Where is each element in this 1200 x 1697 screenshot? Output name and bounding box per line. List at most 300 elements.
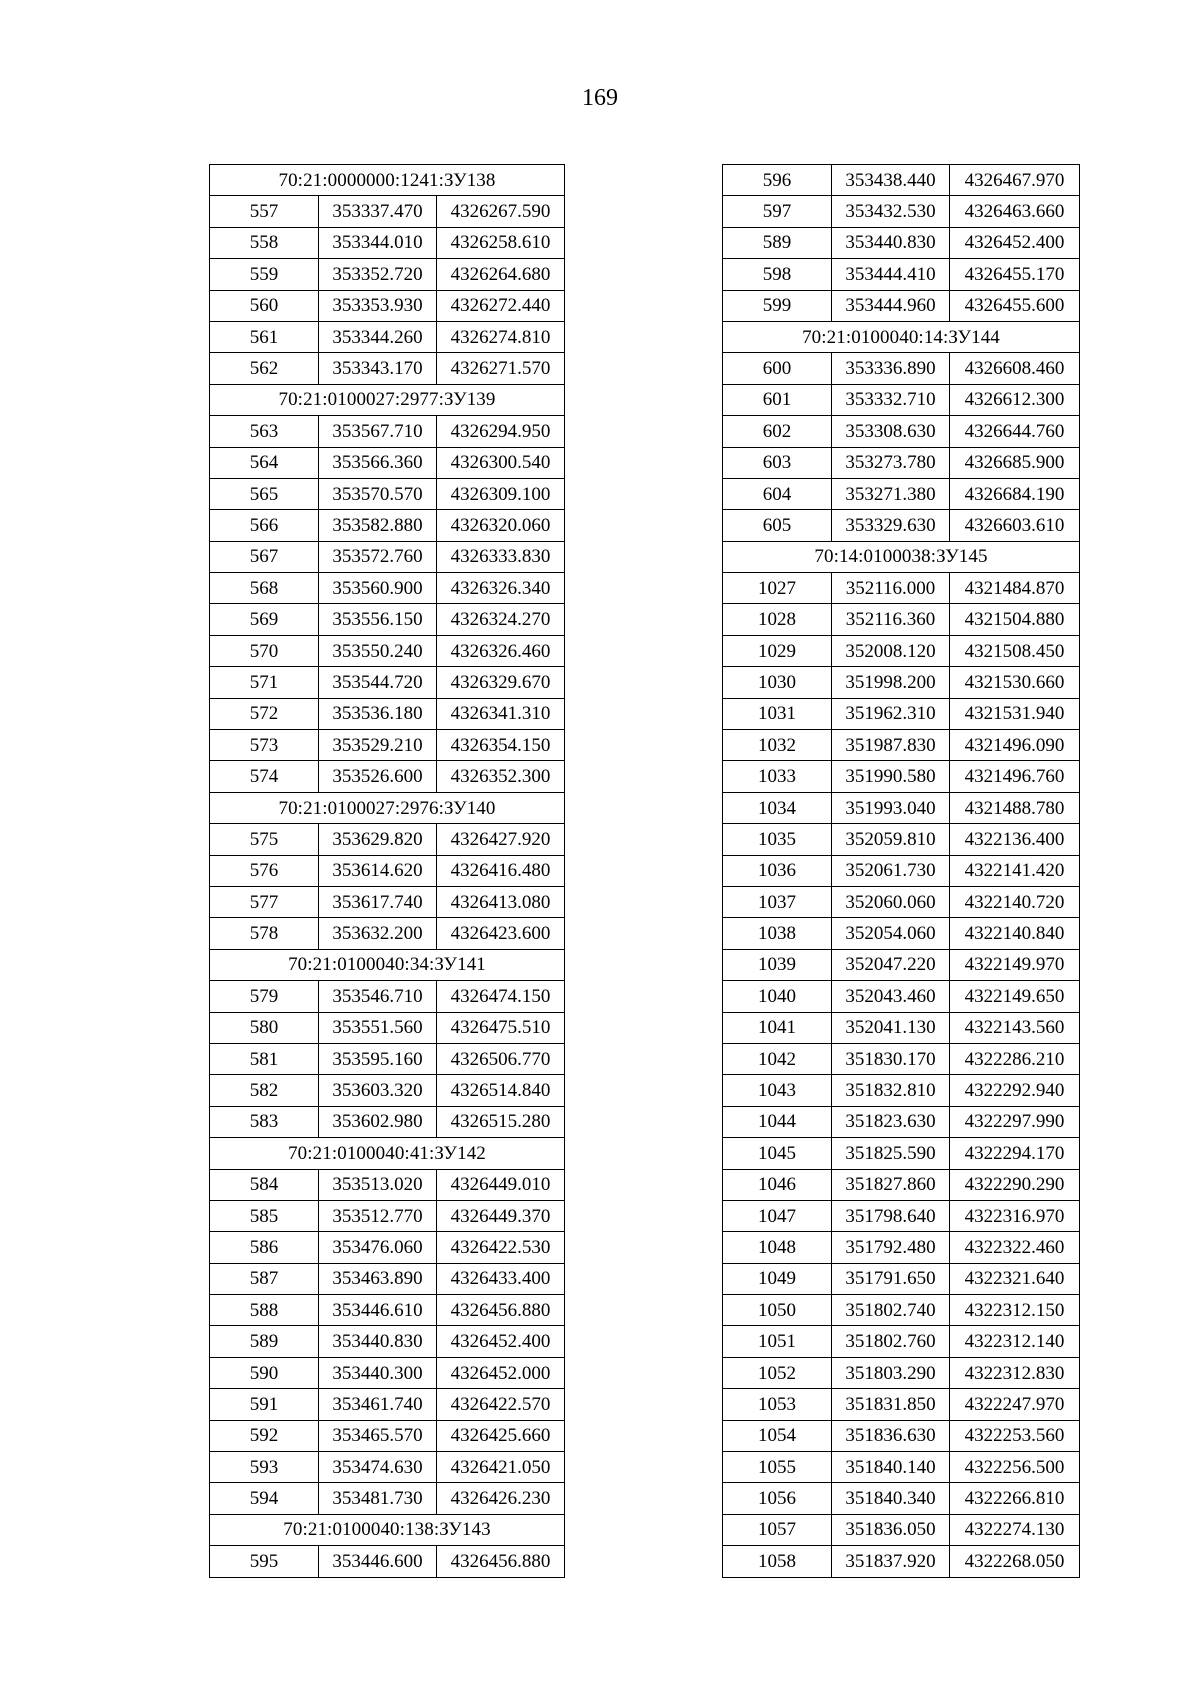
y-coordinate-cell: 4326274.810 [437,321,565,352]
x-coordinate-cell: 353546.710 [319,981,437,1012]
y-coordinate-cell: 4322268.050 [950,1546,1080,1577]
x-coordinate-cell: 353614.620 [319,855,437,886]
x-coordinate-cell: 353529.210 [319,730,437,761]
point-number-cell: 1055 [723,1452,832,1483]
point-number-cell: 604 [723,478,832,509]
point-number-cell: 605 [723,510,832,541]
x-coordinate-cell: 353551.560 [319,1012,437,1043]
table-row [210,918,565,949]
table-body [210,165,565,1578]
table-row [723,1295,1080,1326]
y-coordinate-cell: 4326426.230 [437,1483,565,1514]
point-number-cell: 1039 [723,949,832,980]
y-coordinate-cell: 4322312.140 [950,1326,1080,1357]
y-coordinate-cell: 4321508.450 [950,635,1080,666]
table-row [723,573,1080,604]
table-row [723,667,1080,698]
point-number-cell: 566 [210,510,319,541]
y-coordinate-cell: 4326463.660 [950,196,1080,227]
table-row [723,290,1080,321]
y-coordinate-cell: 4321488.780 [950,792,1080,823]
coordinates-table-right [722,164,1080,1578]
y-coordinate-cell: 4322149.970 [950,949,1080,980]
y-coordinate-cell: 4322274.130 [950,1514,1080,1545]
y-coordinate-cell: 4322316.970 [950,1200,1080,1231]
point-number-cell: 589 [723,227,832,258]
point-number-cell: 557 [210,196,319,227]
x-coordinate-cell: 353444.410 [832,259,950,290]
point-number-cell: 584 [210,1169,319,1200]
table-row [210,824,565,855]
x-coordinate-cell: 353560.900 [319,573,437,604]
point-number-cell: 1046 [723,1169,832,1200]
y-coordinate-cell: 4326333.830 [437,541,565,572]
table-row [723,384,1080,415]
y-coordinate-cell: 4321531.940 [950,698,1080,729]
x-coordinate-cell: 353273.780 [832,447,950,478]
point-number-cell: 1029 [723,635,832,666]
table-row [210,416,565,447]
parcel-header-row [210,1514,565,1545]
x-coordinate-cell: 353352.720 [319,259,437,290]
x-coordinate-cell: 353582.880 [319,510,437,541]
point-number-cell: 600 [723,353,832,384]
y-coordinate-cell: 4322266.810 [950,1483,1080,1514]
table-row [210,1357,565,1388]
table-row [723,1106,1080,1137]
table-row [723,1483,1080,1514]
point-number-cell: 568 [210,573,319,604]
y-coordinate-cell: 4326258.610 [437,227,565,258]
point-number-cell: 1047 [723,1200,832,1231]
point-number-cell: 597 [723,196,832,227]
y-coordinate-cell: 4326264.680 [437,259,565,290]
table-row [723,981,1080,1012]
x-coordinate-cell: 353567.710 [319,416,437,447]
table-row [723,447,1080,478]
y-coordinate-cell: 4322140.720 [950,886,1080,917]
table-row [723,604,1080,635]
y-coordinate-cell: 4326423.600 [437,918,565,949]
y-coordinate-cell: 4326425.660 [437,1420,565,1451]
y-coordinate-cell: 4321496.090 [950,730,1080,761]
y-coordinate-cell: 4322290.290 [950,1169,1080,1200]
table-row [210,510,565,541]
point-number-cell: 593 [210,1452,319,1483]
table-row [723,1452,1080,1483]
y-coordinate-cell: 4326300.540 [437,447,565,478]
x-coordinate-cell: 351962.310 [832,698,950,729]
point-number-cell: 587 [210,1263,319,1294]
y-coordinate-cell: 4326354.150 [437,730,565,761]
table-row [210,761,565,792]
y-coordinate-cell: 4322143.560 [950,1012,1080,1043]
x-coordinate-cell: 353526.600 [319,761,437,792]
y-coordinate-cell: 4326320.060 [437,510,565,541]
x-coordinate-cell: 352043.460 [832,981,950,1012]
x-coordinate-cell: 353536.180 [319,698,437,729]
y-coordinate-cell: 4326449.370 [437,1200,565,1231]
table-body [723,165,1080,1578]
table-row [723,1012,1080,1043]
table-row [723,165,1080,196]
table-row [723,416,1080,447]
y-coordinate-cell: 4322322.460 [950,1232,1080,1263]
x-coordinate-cell: 351830.170 [832,1043,950,1074]
point-number-cell: 1027 [723,573,832,604]
x-coordinate-cell: 351987.830 [832,730,950,761]
x-coordinate-cell: 353544.720 [319,667,437,698]
table-row [723,824,1080,855]
parcel-cadastral-number: 70:21:0100040:138:ЗУ143 [210,1514,565,1545]
x-coordinate-cell: 353446.610 [319,1295,437,1326]
table-row [210,604,565,635]
table-row [723,792,1080,823]
point-number-cell: 574 [210,761,319,792]
table-row [723,353,1080,384]
y-coordinate-cell: 4322149.650 [950,981,1080,1012]
point-number-cell: 1030 [723,667,832,698]
x-coordinate-cell: 352061.730 [832,855,950,886]
point-number-cell: 603 [723,447,832,478]
x-coordinate-cell: 353570.570 [319,478,437,509]
point-number-cell: 577 [210,886,319,917]
point-number-cell: 578 [210,918,319,949]
x-coordinate-cell: 351798.640 [832,1200,950,1231]
x-coordinate-cell: 351827.860 [832,1169,950,1200]
x-coordinate-cell: 351836.630 [832,1420,950,1451]
table-row [723,1138,1080,1169]
point-number-cell: 565 [210,478,319,509]
table-row [210,1326,565,1357]
y-coordinate-cell: 4326474.150 [437,981,565,1012]
x-coordinate-cell: 353461.740 [319,1389,437,1420]
table-row [723,886,1080,917]
point-number-cell: 1035 [723,824,832,855]
x-coordinate-cell: 351802.740 [832,1295,950,1326]
y-coordinate-cell: 4322256.500 [950,1452,1080,1483]
point-number-cell: 564 [210,447,319,478]
point-number-cell: 1044 [723,1106,832,1137]
point-number-cell: 560 [210,290,319,321]
parcel-header-row [210,792,565,823]
x-coordinate-cell: 352059.810 [832,824,950,855]
x-coordinate-cell: 353617.740 [319,886,437,917]
parcel-header-row [723,541,1080,572]
point-number-cell: 1040 [723,981,832,1012]
table-row [210,290,565,321]
y-coordinate-cell: 4326309.100 [437,478,565,509]
y-coordinate-cell: 4326452.000 [437,1357,565,1388]
x-coordinate-cell: 351998.200 [832,667,950,698]
table-row [723,1043,1080,1074]
point-number-cell: 599 [723,290,832,321]
x-coordinate-cell: 353602.980 [319,1106,437,1137]
x-coordinate-cell: 353440.300 [319,1357,437,1388]
table-row [210,667,565,698]
x-coordinate-cell: 353465.570 [319,1420,437,1451]
x-coordinate-cell: 351990.580 [832,761,950,792]
point-number-cell: 567 [210,541,319,572]
point-number-cell: 1031 [723,698,832,729]
x-coordinate-cell: 351832.810 [832,1075,950,1106]
y-coordinate-cell: 4326455.170 [950,259,1080,290]
table-row [210,259,565,290]
point-number-cell: 588 [210,1295,319,1326]
table-row [723,227,1080,258]
point-number-cell: 592 [210,1420,319,1451]
y-coordinate-cell: 4326455.600 [950,290,1080,321]
point-number-cell: 582 [210,1075,319,1106]
y-coordinate-cell: 4326452.400 [950,227,1080,258]
table-row [210,855,565,886]
table-row [210,353,565,384]
y-coordinate-cell: 4322321.640 [950,1263,1080,1294]
point-number-cell: 585 [210,1200,319,1231]
x-coordinate-cell: 353550.240 [319,635,437,666]
page-number: 169 [582,85,618,111]
table-row [210,1263,565,1294]
y-coordinate-cell: 4326352.300 [437,761,565,792]
x-coordinate-cell: 351792.480 [832,1232,950,1263]
x-coordinate-cell: 353332.710 [832,384,950,415]
y-coordinate-cell: 4326449.010 [437,1169,565,1200]
point-number-cell: 596 [723,165,832,196]
parcel-header-row [210,165,565,196]
y-coordinate-cell: 4326326.460 [437,635,565,666]
y-coordinate-cell: 4321484.870 [950,573,1080,604]
table-row [723,1263,1080,1294]
point-number-cell: 579 [210,981,319,1012]
y-coordinate-cell: 4326685.900 [950,447,1080,478]
x-coordinate-cell: 353556.150 [319,604,437,635]
y-coordinate-cell: 4321504.880 [950,604,1080,635]
x-coordinate-cell: 353595.160 [319,1043,437,1074]
x-coordinate-cell: 351840.340 [832,1483,950,1514]
y-coordinate-cell: 4326267.590 [437,196,565,227]
x-coordinate-cell: 351837.920 [832,1546,950,1577]
coordinates-table-left [209,164,565,1578]
table-row [210,478,565,509]
point-number-cell: 1057 [723,1514,832,1545]
y-coordinate-cell: 4326416.480 [437,855,565,886]
x-coordinate-cell: 352047.220 [832,949,950,980]
point-number-cell: 562 [210,353,319,384]
y-coordinate-cell: 4322247.970 [950,1389,1080,1420]
table-row [210,1200,565,1231]
x-coordinate-cell: 353572.760 [319,541,437,572]
table-row [210,1420,565,1451]
x-coordinate-cell: 353336.890 [832,353,950,384]
table-row [210,1075,565,1106]
table-row [210,1232,565,1263]
point-number-cell: 569 [210,604,319,635]
table-row [723,196,1080,227]
point-number-cell: 591 [210,1389,319,1420]
point-number-cell: 586 [210,1232,319,1263]
x-coordinate-cell: 353603.320 [319,1075,437,1106]
table-row [723,635,1080,666]
table-row [723,1200,1080,1231]
parcel-cadastral-number: 70:21:0100027:2976:ЗУ140 [210,792,565,823]
x-coordinate-cell: 353308.630 [832,416,950,447]
parcel-cadastral-number: 70:14:0100038:ЗУ145 [723,541,1080,572]
x-coordinate-cell: 353440.830 [319,1326,437,1357]
x-coordinate-cell: 352116.360 [832,604,950,635]
x-coordinate-cell: 353476.060 [319,1232,437,1263]
point-number-cell: 572 [210,698,319,729]
table-row [723,698,1080,729]
y-coordinate-cell: 4322141.420 [950,855,1080,886]
table-row [723,510,1080,541]
point-number-cell: 1034 [723,792,832,823]
table-row [210,447,565,478]
point-number-cell: 595 [210,1546,319,1577]
parcel-header-row [210,1138,565,1169]
point-number-cell: 1052 [723,1357,832,1388]
x-coordinate-cell: 353463.890 [319,1263,437,1294]
y-coordinate-cell: 4326452.400 [437,1326,565,1357]
parcel-cadastral-number: 70:21:0100040:41:ЗУ142 [210,1138,565,1169]
parcel-cadastral-number: 70:21:0100027:2977:ЗУ139 [210,384,565,415]
y-coordinate-cell: 4326515.280 [437,1106,565,1137]
point-number-cell: 1058 [723,1546,832,1577]
x-coordinate-cell: 353432.530 [832,196,950,227]
x-coordinate-cell: 353353.930 [319,290,437,321]
x-coordinate-cell: 351803.290 [832,1357,950,1388]
table-row [210,227,565,258]
table-row [723,761,1080,792]
parcel-cadastral-number: 70:21:0100040:14:ЗУ144 [723,321,1080,352]
table-row [723,1326,1080,1357]
x-coordinate-cell: 353632.200 [319,918,437,949]
table-row [210,1169,565,1200]
y-coordinate-cell: 4326341.310 [437,698,565,729]
table-row [210,730,565,761]
point-number-cell: 583 [210,1106,319,1137]
point-number-cell: 1041 [723,1012,832,1043]
point-number-cell: 1048 [723,1232,832,1263]
point-number-cell: 1043 [723,1075,832,1106]
point-number-cell: 561 [210,321,319,352]
point-number-cell: 1045 [723,1138,832,1169]
table-row [723,1075,1080,1106]
table-row [723,259,1080,290]
point-number-cell: 575 [210,824,319,855]
point-number-cell: 1053 [723,1389,832,1420]
y-coordinate-cell: 4326475.510 [437,1012,565,1043]
y-coordinate-cell: 4326644.760 [950,416,1080,447]
table-row [723,918,1080,949]
y-coordinate-cell: 4326608.460 [950,353,1080,384]
point-number-cell: 1049 [723,1263,832,1294]
point-number-cell: 559 [210,259,319,290]
x-coordinate-cell: 351823.630 [832,1106,950,1137]
x-coordinate-cell: 353566.360 [319,447,437,478]
parcel-cadastral-number: 70:21:0000000:1241:ЗУ138 [210,165,565,196]
point-number-cell: 1054 [723,1420,832,1451]
table-row [723,478,1080,509]
x-coordinate-cell: 353512.770 [319,1200,437,1231]
point-number-cell: 1037 [723,886,832,917]
y-coordinate-cell: 4326324.270 [437,604,565,635]
y-coordinate-cell: 4326467.970 [950,165,1080,196]
table-row [723,949,1080,980]
x-coordinate-cell: 353344.260 [319,321,437,352]
table-row [723,1169,1080,1200]
x-coordinate-cell: 351993.040 [832,792,950,823]
y-coordinate-cell: 4322297.990 [950,1106,1080,1137]
table-row [210,1483,565,1514]
parcel-header-row [723,321,1080,352]
y-coordinate-cell: 4326271.570 [437,353,565,384]
point-number-cell: 1051 [723,1326,832,1357]
y-coordinate-cell: 4322140.840 [950,918,1080,949]
table-row [723,730,1080,761]
x-coordinate-cell: 353444.960 [832,290,950,321]
x-coordinate-cell: 353337.470 [319,196,437,227]
y-coordinate-cell: 4322294.170 [950,1138,1080,1169]
y-coordinate-cell: 4326329.670 [437,667,565,698]
y-coordinate-cell: 4326456.880 [437,1546,565,1577]
table-row [723,855,1080,886]
point-number-cell: 558 [210,227,319,258]
y-coordinate-cell: 4326612.300 [950,384,1080,415]
table-row [210,1389,565,1420]
point-number-cell: 576 [210,855,319,886]
x-coordinate-cell: 353329.630 [832,510,950,541]
x-coordinate-cell: 351791.650 [832,1263,950,1294]
y-coordinate-cell: 4326684.190 [950,478,1080,509]
x-coordinate-cell: 352008.120 [832,635,950,666]
x-coordinate-cell: 353440.830 [832,227,950,258]
table-row [723,1232,1080,1263]
table-row [210,1043,565,1074]
y-coordinate-cell: 4321496.760 [950,761,1080,792]
table-row [210,981,565,1012]
table-row [210,196,565,227]
point-number-cell: 590 [210,1357,319,1388]
point-number-cell: 594 [210,1483,319,1514]
table-row [723,1420,1080,1451]
x-coordinate-cell: 353438.440 [832,165,950,196]
point-number-cell: 1036 [723,855,832,886]
table-row [210,321,565,352]
x-coordinate-cell: 353481.730 [319,1483,437,1514]
table-row [210,698,565,729]
table-row [723,1389,1080,1420]
point-number-cell: 1032 [723,730,832,761]
x-coordinate-cell: 351840.140 [832,1452,950,1483]
y-coordinate-cell: 4326272.440 [437,290,565,321]
y-coordinate-cell: 4322286.210 [950,1043,1080,1074]
table-row [210,635,565,666]
point-number-cell: 589 [210,1326,319,1357]
point-number-cell: 602 [723,416,832,447]
table-row [723,1514,1080,1545]
table-row [210,1106,565,1137]
x-coordinate-cell: 353513.020 [319,1169,437,1200]
x-coordinate-cell: 352041.130 [832,1012,950,1043]
point-number-cell: 1042 [723,1043,832,1074]
point-number-cell: 581 [210,1043,319,1074]
x-coordinate-cell: 351825.590 [832,1138,950,1169]
x-coordinate-cell: 353344.010 [319,227,437,258]
table-row [210,541,565,572]
y-coordinate-cell: 4322292.940 [950,1075,1080,1106]
point-number-cell: 570 [210,635,319,666]
y-coordinate-cell: 4326433.400 [437,1263,565,1294]
